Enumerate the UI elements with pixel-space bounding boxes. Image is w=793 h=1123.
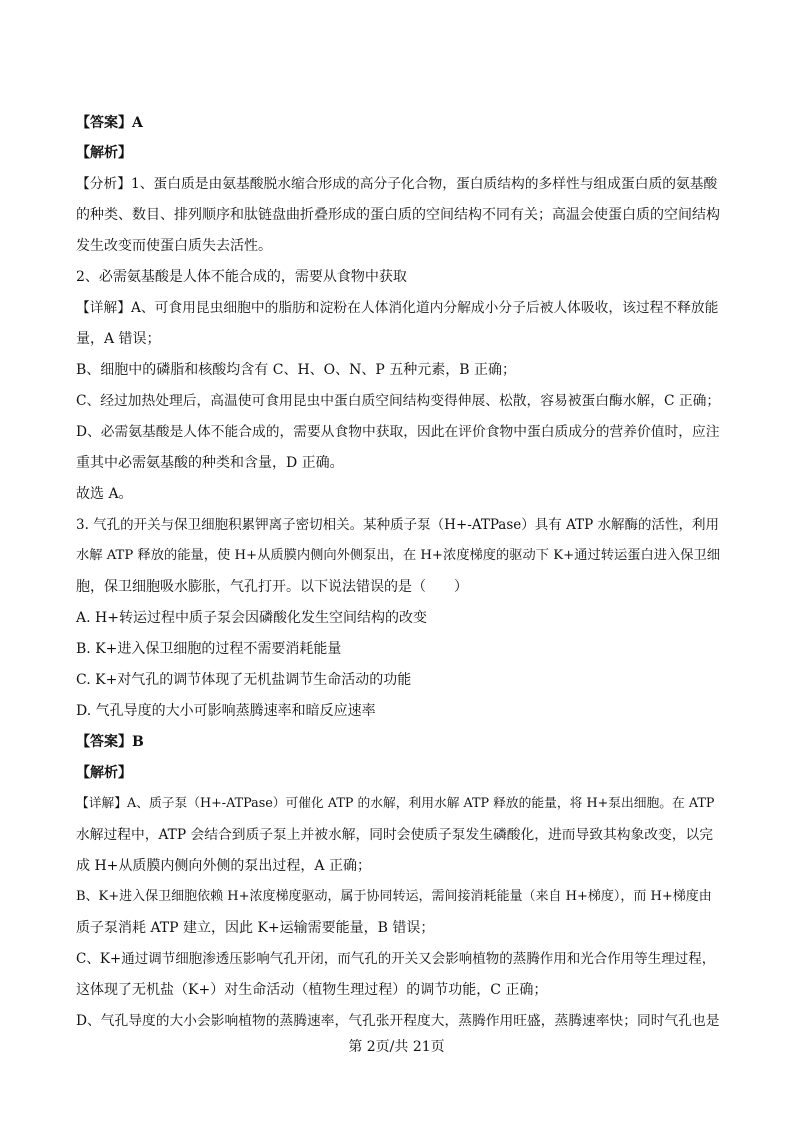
option-a: A. H+转运过程中质子泵会因磷酸化发生空间结构的改变 [76,610,427,626]
analysis-heading-q2: 【解析】 [76,145,132,161]
detail-line: 这体现了无机盐（K+）对生命活动（植物生理过程）的调节功能，C 正确； [76,982,548,998]
detail-line: C、K+通过调节细胞渗透压影响气孔开闭，而气孔的开关又会影响植物的蒸腾作用和光合作用等生理过程， [76,951,716,967]
answer-label-q2: 【答案】A [76,115,143,131]
detail-line: B、K+进入保卫细胞依赖 H+浓度梯度驱动，属于协同转运，需间接消耗能量（来自 H+梯度），而 H+梯度由 [76,889,712,904]
detail-line: D、必需氨基酸是人体不能合成的，需要从食物中获取，因此在评价食物中蛋白质成分的营养价值时，应注 [76,424,720,440]
analysis-line: 【分析】1、蛋白质是由氨基酸脱水缩合形成的高分子化合物，蛋白质结构的多样性与组成蛋白质的氨基酸 [76,176,718,192]
analysis-heading-q3: 【解析】 [76,765,132,781]
detail-line: D、气孔导度的大小会影响植物的蒸腾速率，气孔张开程度大，蒸腾作用旺盛，蒸腾速率快；同时气孔也是 [76,1013,720,1029]
option-c: C. K+对气孔的调节体现了无机盐调节生命活动的功能 [76,672,412,688]
question-3-stem: 3. 气孔的开关与保卫细胞积累钾离子密切相关。某种质子泵（H+-ATPase）具有 ATP 水解酶的活性，利用 [76,517,719,533]
conclusion-line: 故选 A。 [76,486,133,502]
analysis-line: 发生改变而使蛋白质失去活性。 [76,238,272,254]
detail-line: B、细胞中的磷脂和核酸均含有 C、H、O、N、P 五种元素，B 正确； [76,362,516,378]
detail-line: 【详解】A、质子泵（H+-ATPase）可催化 ATP 的水解，利用水解 ATP 释放的能量，将 H+泵出细胞。在 ATP [76,796,715,811]
question-3-stem: 水解 ATP 释放的能量，使 H+从质膜内侧向外侧泵出，在 H+浓度梯度的驱动下 K+通过转运蛋白进入保卫细 [76,548,720,563]
analysis-line: 2、必需氨基酸是人体不能合成的，需要从食物中获取 [76,269,407,285]
question-3-stem: 胞，保卫细胞吸水膨胀，气孔打开。以下说法错误的是（ ） [76,579,468,595]
analysis-line: 的种类、数目、排列顺序和肽链盘曲折叠形成的蛋白质的空间结构不同有关；高温会使蛋白质的空间结构 [76,207,720,223]
option-d: D. 气孔导度的大小可影响蒸腾速率和暗反应速率 [76,703,376,719]
detail-line: 质子泵消耗 ATP 建立，因此 K+运输需要能量，B 错误； [76,920,435,936]
option-b: B. K+进入保卫细胞的过程不需要消耗能量 [76,641,342,657]
page-number-footer: 第 2页/共 21页 [348,1039,445,1055]
detail-line: 【详解】A、可食用昆虫细胞中的脂肪和淀粉在人体消化道内分解成小分子后被人体吸收，该过程不释放能 [76,300,719,316]
detail-line: 量，A 错误； [76,331,161,347]
detail-line: 水解过程中，ATP 会结合到质子泵上并被水解，同时会使质子泵发生磷酸化，进而导致其构象改变，以完 [76,827,713,843]
detail-line: C、经过加热处理后，高温使可食用昆虫中蛋白质空间结构变得伸展、松散，容易被蛋白酶水解，C 正确； [76,393,721,409]
detail-line: 重其中必需氨基酸的种类和含量，D 正确。 [76,455,344,471]
detail-line: 成 H+从质膜内侧向外侧的泵出过程，A 正确； [76,858,371,874]
answer-label-q3: 【答案】B [76,734,144,750]
